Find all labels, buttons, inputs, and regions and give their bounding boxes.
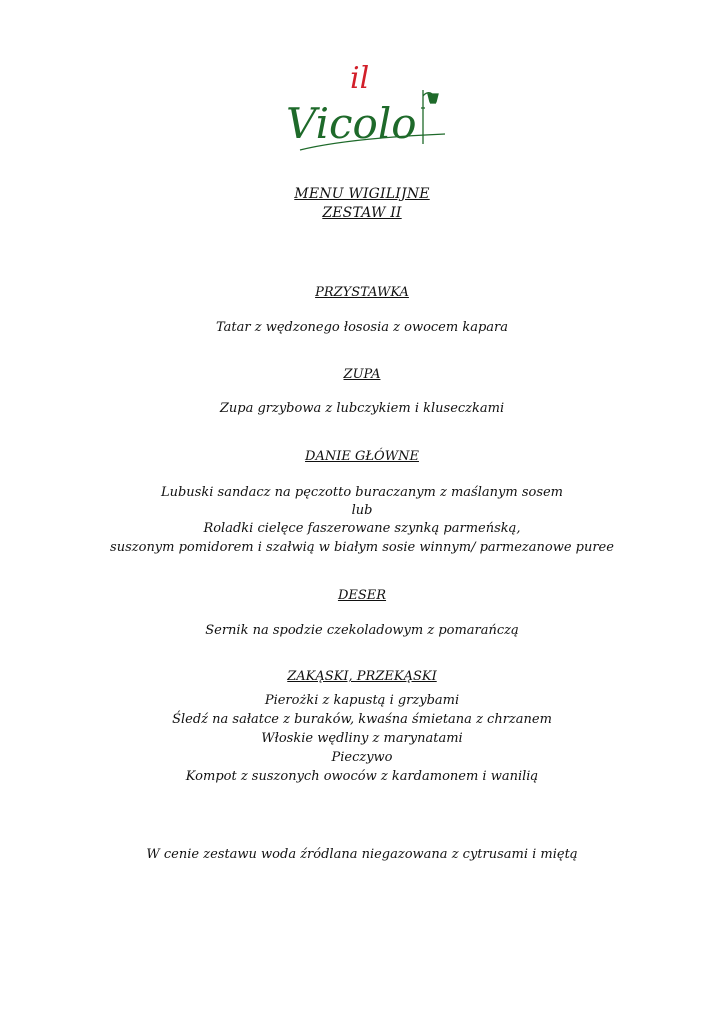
- footer-note: W cenie zestawu woda źródlana niegazowana z cytrusami i miętą: [146, 847, 578, 862]
- menu-item: Tatar z wędzonego łososia z owocem kapara: [216, 320, 508, 335]
- menu-item: Pieczywo: [331, 750, 393, 765]
- section-heading-appetizer: PRZYSTAWKA: [315, 285, 409, 300]
- logo-vicolo-text: Vicolo: [286, 99, 417, 148]
- menu-item: Lubuski sandacz na pęczotto buraczanym z maślanym sosem: [160, 485, 564, 500]
- section-heading-soup: ZUPA: [343, 367, 381, 382]
- menu-item: Zupa grzybowa z lubczykiem i kluseczkami: [219, 401, 505, 416]
- menu-item: Włoskie wędliny z marynatami: [261, 731, 463, 746]
- section-heading-dessert: DESER: [337, 588, 387, 603]
- section-heading-snacks: ZAKĄSKI, PRZEKĄSKI: [287, 669, 437, 684]
- logo-il-text: il: [350, 61, 370, 96]
- restaurant-logo: [280, 48, 450, 158]
- menu-item: Kompot z suszonych owoców z kardamonem i wanilią: [185, 769, 539, 784]
- menu-item: Sernik na spodzie czekoladowym z pomarańczą: [205, 623, 519, 638]
- logo-graphic: [280, 48, 450, 158]
- menu-item: suszonym pomidorem i szałwią w białym sosie winnym/ parmezanowe puree: [110, 540, 614, 555]
- section-heading-main: DANIE GŁÓWNE: [305, 449, 419, 464]
- menu-item-separator: lub: [351, 503, 373, 518]
- lamp-icon: [421, 90, 438, 144]
- menu-item: Śledź na sałatce z buraków, kwaśna śmietana z chrzanem: [172, 712, 552, 727]
- menu-title: MENU WIGILIJNE: [294, 186, 430, 202]
- menu-item: Pierożki z kapustą i grzybami: [264, 693, 460, 708]
- menu-item: Roladki cielęce faszerowane szynką parmeńską,: [203, 521, 521, 536]
- menu-subtitle: ZESTAW II: [322, 205, 402, 221]
